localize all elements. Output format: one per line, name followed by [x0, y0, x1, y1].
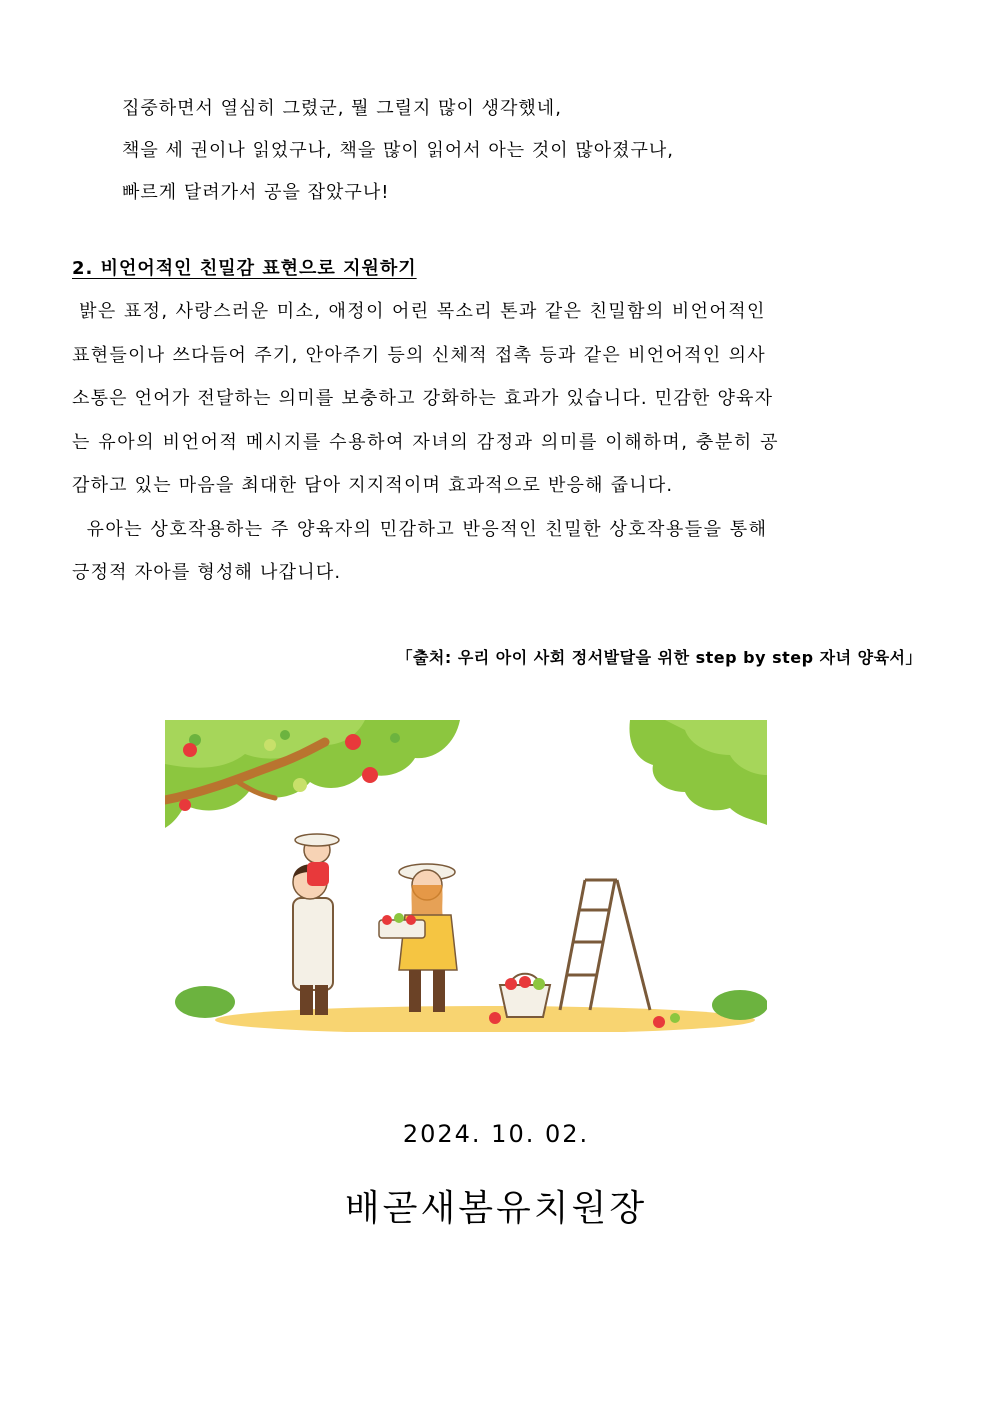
paragraph-line: 감하고 있는 마음을 최대한 담아 지지적이며 효과적으로 반응해 줍니다.: [72, 475, 674, 496]
paragraph-1: [72, 290, 922, 508]
paragraph-line: 표현들이나 쓰다듬어 주기, 안아주기 등의 신체적 접촉 등과 같은 비언어적인 의사: [72, 344, 766, 366]
example-line: 집중하면서 열심히 그렸군, 뭘 그릴지 많이 생각했네,: [122, 98, 562, 119]
praise-examples: [122, 88, 922, 214]
paragraph-line: 는 유아의 비언어적 메시지를 수용하여 자녀의 감정과 의미를 이해하며, 충분히 공: [72, 431, 780, 453]
paragraph-line: 유아는 상호작용하는 주 양육자의 민감하고 반응적인 친밀한 상호작용들을 통해: [72, 518, 768, 540]
example-line: 책을 세 권이나 읽었구나, 책을 많이 읽어서 아는 것이 많아졌구나,: [122, 140, 675, 161]
ladder: [560, 880, 650, 1010]
source-citation: 「출처: 우리 아이 사회 정서발달을 위한 step by step 자녀 양육서」: [396, 648, 922, 667]
paragraph-line: 밝은 표정, 사랑스러운 미소, 애정이 어린 목소리 톤과 같은 친밀함의 비언어적인: [72, 301, 766, 322]
family-apple-picking-illustration: [165, 720, 767, 1032]
section-heading: 2. 비언어적인 친밀감 표현으로 지원하기: [72, 258, 417, 279]
father-figure: [293, 865, 333, 1016]
paragraph-line: 긍정적 자아를 형성해 나갑니다.: [72, 562, 342, 583]
apple-basket-ground: [500, 974, 550, 1017]
document-date: 2024. 10. 02.: [402, 1120, 590, 1148]
section-body: [72, 290, 922, 595]
example-line: 빠르게 달려가서 공을 잡았구나!: [122, 182, 390, 203]
signature-title: 배곧새봄유치원장: [344, 1188, 648, 1229]
paragraph-line: 소통은 언어가 전달하는 의미를 보충하고 강화하는 효과가 있습니다. 민감한 양육자: [72, 388, 774, 409]
paragraph-2: [72, 508, 922, 595]
tree-foliage-left: [165, 720, 460, 828]
